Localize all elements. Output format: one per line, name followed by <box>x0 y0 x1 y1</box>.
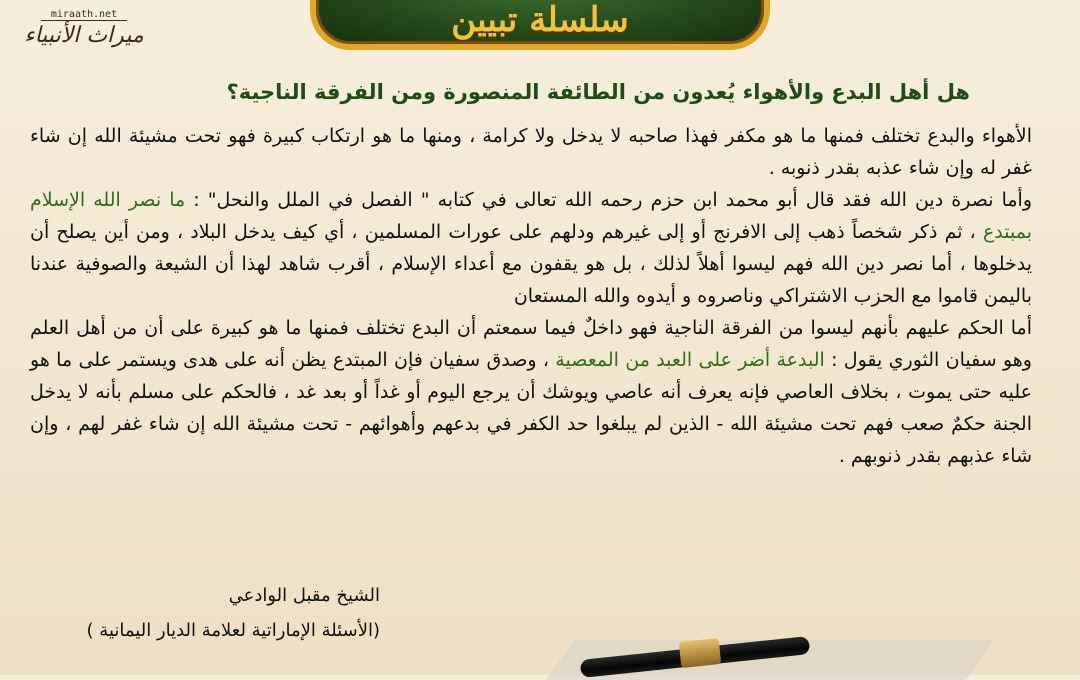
source-citation: (الأسئلة الإماراتية لعلامة الديار اليمانية ) <box>86 620 380 641</box>
pen-gold-band <box>679 638 721 668</box>
author-name: الشيخ مقبل الوادعي <box>228 585 380 606</box>
answer-paragraph-3-rest: ، وصدق سفيان فإن المبتدع يظن أنه على هدى ويستمر على ما هو عليه حتى يموت ، بخلاف العاصي فإنه يعرف أنه عاصي ويوشك أن يرجع اليوم أو غداً أو بعد غد ، فالحكم على مسلم بأنه لا يدخل الجنة حكمٌ صعب فهم تحت مشيئة الله - الذين لم يبلغوا حد الكفر في بدعهم وأهوائهم - تحت مشيئة الله إن شاء غفر لهم ، وإن شاء عذبهم بقدر ذنوبهم . <box>30 349 1032 467</box>
answer-paragraph-1: الأهواء والبدع تختلف فمنها ما هو مكفر فهذا صاحبه لا يدخل ولا كرامة ، ومنها ما هو ارتكاب كبيرة فهو تحت مشيئة الله إن شاء غفر له وإن شاء عذبه بقدر ذنوبه . <box>30 125 1032 179</box>
question-heading: هل أهل البدع والأهواء يُعدون من الطائفة المنصورة ومن الفرقة الناجية؟ <box>226 80 970 104</box>
series-banner <box>310 0 770 50</box>
logo-name: ميراث الأنبياء <box>24 23 144 48</box>
ibn-hazm-quote: ما نصر الله الإسلام بمبتدع <box>30 189 1032 243</box>
answer-body <box>30 120 1032 472</box>
banner-title: سلسلة تبيين <box>451 0 629 40</box>
signature-block <box>10 578 380 648</box>
answer-paragraph-3-intro: أما الحكم عليهم بأنهم ليسوا من الفرقة الناجية فهو داخلٌ فيما سمعتم أن البدع تختلف فمنها ما هو كبيرة على أن من أهل العلم وهو سفيان الثوري يقول : <box>30 317 1032 371</box>
answer-paragraph-2-rest: ، ثم ذكر شخصاً ذهب إلى الافرنج أو إلى غيرهم ودلهم على عورات المسلمين ، أي كيف يدخل البلاد ، ومن أين يصلح أن يدخلوها ، أما نصر دين الله فهم ليسوا أهلاً لذلك ، بل هو يقفون مع أعداء الإسلام ، أقرب شاهد لهذا أن الشيعة والصوفية عندنا باليمن قاموا مع الحزب الاشتراكي وناصروه و أيدوه والله المستعان <box>30 221 1032 307</box>
logo-url: miraath.net <box>41 9 127 21</box>
answer-paragraph-2-intro: وأما نصرة دين الله فقد قال أبو محمد ابن حزم رحمه الله تعالى في كتابه " الفصل في الملل والنحل" : <box>185 189 1033 211</box>
sufyan-quote: البدعة أضر على العبد من المعصية <box>555 349 825 371</box>
site-logo[interactable] <box>14 2 154 62</box>
